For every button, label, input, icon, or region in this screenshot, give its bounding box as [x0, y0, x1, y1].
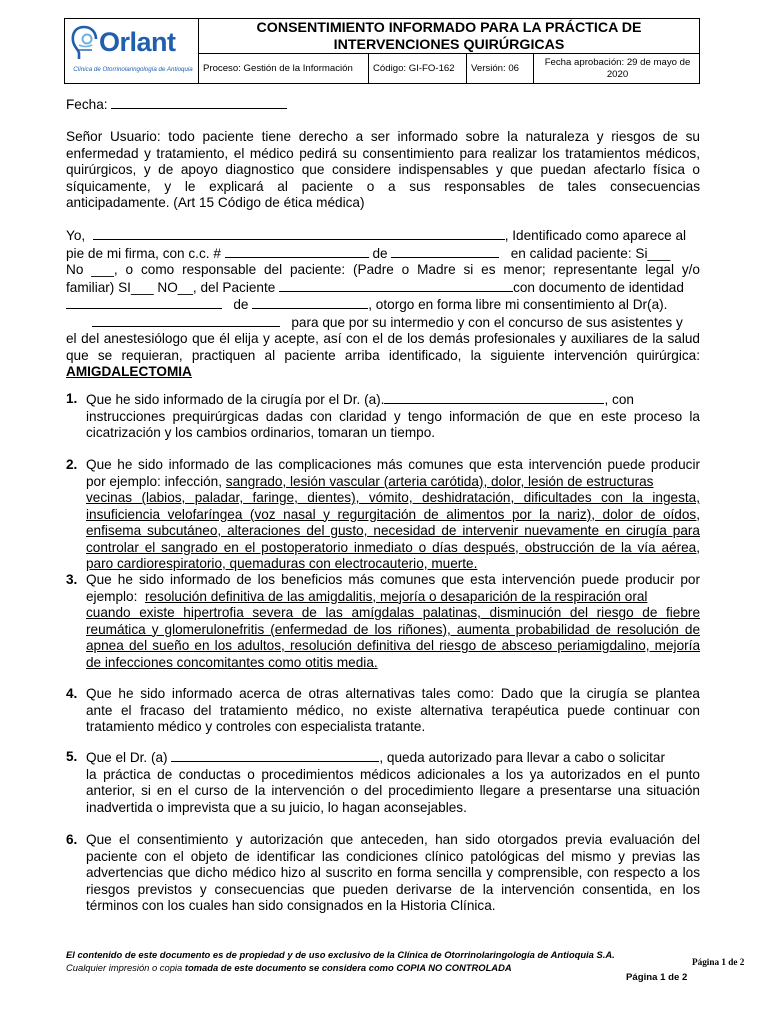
item-text: resolución definitiva de las amigdalitis, mejoría o desaparición de la respiración oral [144, 588, 648, 604]
item-text: sangrado, lesión vascular (arteria carótida), dolor, lesión de estructuras [225, 473, 654, 489]
item-6 [86, 832, 700, 915]
fecha-aprobacion-cell [534, 54, 699, 83]
consent-paragraph [66, 227, 700, 381]
item-line: Que he sido informado de los beneficios más comunes que esta intervención puede producir por [86, 572, 700, 587]
title-line-2: INTERVENCIONES QUIRÚRGICAS [333, 37, 565, 53]
consent-text: , otorgo en forma libre mi consentimiento al Dr(a). [368, 297, 668, 312]
document-footer [66, 948, 615, 974]
documento-lugar-field[interactable] [252, 296, 368, 309]
logo [65, 19, 199, 83]
item-line: paro cardiorespiratorio, quemaduras con electrocauterio, muerte. [86, 556, 478, 571]
doctor-field[interactable] [92, 314, 280, 327]
item-line: Que he sido informado acerca de otras alternativas tales como: Dado que la cirugía se plantea [86, 686, 700, 701]
cc-lugar-field[interactable] [391, 245, 499, 258]
consent-line [66, 245, 700, 263]
item-line: ante el fracaso del tratamiento médico, no existe alternativa terapéutica puede continuar con [86, 702, 700, 718]
item-line: apnea del sueño en los adultos, resolución definitiva del riesgo de absceso periamigdalino, mejoría [86, 638, 700, 653]
intro-line: Señor Usuario: todo paciente tiene derecho a ser informado sobre la naturaleza y riesgos de su [66, 129, 700, 144]
item-line [86, 589, 700, 606]
fecha-label: Fecha: [66, 97, 108, 112]
item-line [86, 749, 700, 767]
footer-text: Cualquier impresión o copia [66, 962, 183, 973]
proceso-cell: Proceso: Gestión de la Información [199, 54, 369, 83]
logo-text: Orlant [99, 27, 176, 57]
item-line: la práctica de conductas o procedimientos médicos adicionales a los ya autorizados en el punto [86, 766, 700, 782]
page-number-secondary: Página 1 de 2 [626, 972, 688, 983]
version-cell: Versión: 06 [467, 54, 534, 83]
intro-line: anticipadamente. (Art 15 Código de ética médica) [66, 195, 365, 210]
codigo-cell: Código: GI-FO-162 [369, 54, 467, 83]
footer-copy-note [66, 961, 615, 974]
consent-text: de [233, 297, 249, 312]
item-text: , queda autorizado para llevar a cabo o solicitar [379, 750, 666, 765]
item-line: términos con los cuales han sido consignados en la Historia Clínica. [86, 898, 496, 913]
item-line [86, 474, 700, 491]
item-1 [86, 391, 700, 442]
paciente-field[interactable] [279, 279, 513, 292]
nombre-field[interactable] [93, 227, 505, 240]
fecha-row [66, 96, 700, 114]
consent-line [66, 296, 700, 314]
item-number: 4. [66, 686, 78, 701]
consent-text: con documento de identidad [513, 279, 684, 295]
fecha-aprobacion-line-2: 2020 [606, 68, 629, 80]
consent-text: Yo, [66, 228, 86, 243]
doctor-autorizado-field[interactable] [171, 749, 379, 762]
consent-text: en calidad paciente: Si___ [510, 245, 671, 261]
item-text: Que he sido informado de la cirugía por el Dr. (a). [86, 392, 385, 407]
item-text: por ejemplo: infección, [86, 473, 223, 489]
procedure-name: AMIGDALECTOMIA [66, 364, 192, 379]
consent-text: , Identificado como aparece al [504, 228, 687, 243]
item-text: ejemplo: [86, 588, 138, 604]
item-line: enfisema subcutáneo, alteraciones del gusto, necesidad de intervenir nuevamente en cirugía para [86, 523, 700, 538]
item-line: paciente con el objeto de identificar las condiciones clínico patológicas del mismo y previas las [86, 848, 700, 864]
item-text: Que el Dr. (a) [86, 750, 168, 765]
item-line: instrucciones prequirúrgicas dadas con claridad y tengo información de que en este proceso la [86, 408, 700, 424]
item-2 [86, 457, 700, 573]
item-line: riesgos previstos y consecuencias que pueden derivarse de la intervención consentida, en los [86, 881, 700, 897]
item-line: vecinas (labios, paladar, faringe, dientes), vómito, deshidratación, dificultades con la ingesta, [86, 490, 700, 505]
intro-line: síquicamente, y le explicará al paciente o a sus responsables de tales consecuencias [66, 178, 700, 194]
item-line: insuficiencia velofaríngea (voz nasal y regurgitación de alimentos por la nariz), dolor de oídos, [86, 506, 700, 522]
item-line: tratamiento médico y controles con especialista tratante. [86, 719, 426, 734]
item-3 [86, 572, 700, 671]
footer-ownership-note: El contenido de este documento es de propiedad y de uso exclusivo de la Clínica de Otorrinolaringología de Antioquia S.A. [66, 949, 615, 960]
item-line: inadvertida o imprevista que a su juicio, lo hagan aconsejables. [86, 799, 467, 815]
fecha-field[interactable] [111, 96, 287, 109]
item-line: de infecciones concomitantes como otitis media. [86, 654, 378, 670]
item-line: reumática y glomerulonefritis (enfermedad de los riñones), aumenta probabilidad de resolución de [86, 621, 700, 637]
consent-text: para que por su intermedio y con el concurso de sus asistentes y [291, 314, 683, 330]
consent-line: el del anestesiólogo que él elija y acepte, así con el de los demás profesionales y auxiliares de la salud [66, 331, 700, 346]
consent-line [66, 227, 700, 245]
item-number: 1. [66, 391, 78, 406]
consent-text: de [372, 245, 388, 261]
cirujano-field[interactable] [384, 391, 604, 404]
item-line: cuando existe hipertrofia severa de las amígdalas palatinas, disminución del riesgo de fiebre [86, 605, 700, 620]
item-line: controlar el sangrado en el postoperatorio inmediato o días después, obstrucción de la vía aérea, [86, 539, 700, 555]
intro-paragraph [66, 129, 700, 212]
cc-field[interactable] [225, 245, 369, 258]
logo-subtitle: Clínica de Otorrinolaringología de Antioquia [73, 66, 193, 73]
item-line: cicatrización y los cambios ordinarios, tomaran un tiempo. [86, 425, 436, 440]
item-number: 2. [66, 457, 78, 472]
head-profile-icon [70, 25, 98, 61]
document-meta-row [199, 54, 699, 83]
item-line: advertencias que dicho médico hizo al suscrito en forma sencilla y comprensible, con respecto a los [86, 865, 700, 880]
documento-field[interactable] [66, 296, 222, 309]
item-text: , con [604, 392, 634, 407]
item-line [86, 391, 700, 409]
item-4 [86, 686, 700, 736]
footer-text: tomada de este documento se considera como COPIA NO CONTROLADA [184, 962, 512, 973]
page-number: Página 1 de 2 [692, 957, 745, 967]
item-number: 3. [66, 572, 78, 587]
consent-line: que se requieran, practiquen al paciente arriba identificado, la siguiente intervención quirúrgica: [66, 347, 700, 363]
consent-line [66, 279, 700, 297]
document-header [64, 18, 700, 84]
consent-text: familiar) SI___ NO__, del Paciente [66, 279, 276, 295]
item-5 [86, 749, 700, 816]
fecha-aprobacion-line-1: Fecha aprobación: 29 de mayo de [544, 56, 691, 68]
consent-line [66, 314, 700, 332]
item-number: 6. [66, 832, 78, 847]
intro-line: quirúrgicos, y de apoyo diagnostico que considere indispensables y que puedan afectarlo física o [66, 162, 700, 177]
item-number: 5. [66, 749, 78, 764]
consent-line: No ___, o como responsable del paciente: (Padre o Madre si es menor; representante legal y/o [66, 262, 700, 277]
intro-line: enfermedad y tratamiento, el médico pedirá su consentimiento para realizar los tratamientos médicos, [66, 145, 700, 161]
item-line: Que he sido informado de las complicaciones más comunes que esta intervención puede producir [86, 457, 700, 472]
title-line-1: CONSENTIMIENTO INFORMADO PARA LA PRÁCTICA DE [256, 20, 642, 36]
item-line: anterior, si en el curso de la intervención o del procedimiento llegare a presentarse una situación [86, 783, 700, 798]
document-title [199, 19, 699, 54]
consent-text: pie de mi firma, con c.c. # [66, 245, 221, 261]
item-line: Que el consentimiento y autorización que anteceden, han sido otorgados previa evaluación del [86, 832, 700, 847]
